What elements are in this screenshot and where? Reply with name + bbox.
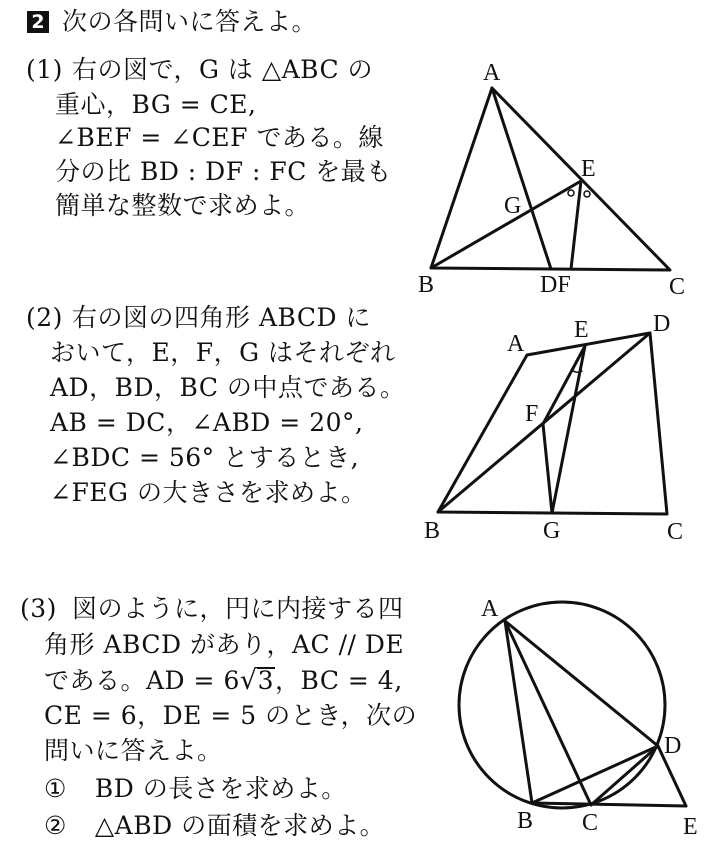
segment-FG <box>543 424 552 513</box>
q1-line-5: 簡単な整数で求めよ。 <box>55 191 311 220</box>
q2-label: (2) <box>26 303 63 332</box>
q3-line-3-tail: ，BC = 4, <box>274 666 403 695</box>
q3-line-2: 角形 ABCD があり，AC // DE <box>44 630 405 659</box>
angle-mark-CEF <box>584 191 590 197</box>
q3-label: (3) <box>20 594 57 623</box>
fig2-label-F: F <box>525 401 539 427</box>
q1-line-2: 重心，BG = CE, <box>55 90 257 119</box>
q3-sub-2-text: △ABD の面積を求めよ。 <box>94 811 386 840</box>
q3-sub-1-text: BD の長さを求めよ。 <box>94 774 347 803</box>
q2-line-2: おいて，E，F，G はそれぞれ <box>50 338 396 367</box>
fig2-label-D: D <box>653 311 671 337</box>
segment-AD <box>505 621 658 746</box>
q2-line-5: ∠BDC = 56° とするとき, <box>50 443 360 472</box>
q3-sub-1-marker: ① <box>44 774 67 803</box>
q1-line-4: 分の比 BD : DF : FC を最も <box>55 157 392 186</box>
fig3-label-A: A <box>481 596 499 622</box>
q1-line-1: 右の図で，G は △ABC の <box>72 55 374 84</box>
segment-EG <box>552 346 585 513</box>
q1-label: (1) <box>26 55 63 84</box>
fig2-label-B: B <box>424 518 441 544</box>
sqrt-symbol: √ <box>239 665 258 696</box>
segment-CD <box>591 746 658 805</box>
fig3-label-E: E <box>683 814 698 840</box>
angle-mark-BEF <box>568 190 574 196</box>
fig2-label-A: A <box>507 331 525 357</box>
circumcircle <box>459 602 665 808</box>
q3-line-4: CE = 6，DE = 5 のとき，次の <box>44 701 418 730</box>
segment-EF <box>571 181 581 269</box>
fig2-label-C: C <box>667 519 684 545</box>
fig1-label-DF: DF <box>540 272 571 298</box>
fig1-label-C: C <box>669 274 686 300</box>
q3-line-3-head: である。AD = 6 <box>44 666 240 695</box>
instruction-text: 次の各問いに答えよ。 <box>62 7 318 36</box>
fig1-label-E: E <box>581 156 596 182</box>
problem-number-badge: 2 <box>27 11 49 33</box>
q1-line-3: ∠BEF = ∠CEF である。線 <box>55 123 384 152</box>
fig3-label-B: B <box>517 808 534 834</box>
segment-BE <box>532 803 686 806</box>
q3-line-5: 問いに答えよ。 <box>44 736 223 765</box>
fig1-label-A: A <box>483 60 501 86</box>
figure-1-triangle <box>431 88 670 270</box>
q2-line-1: 右の図の四角形 ABCD に <box>72 303 371 332</box>
sqrt-radicand: 3 <box>257 666 274 695</box>
figure-2-quadrilateral <box>438 333 667 514</box>
fig3-label-D: D <box>664 733 682 759</box>
fig2-label-E: E <box>574 317 589 343</box>
q2-line-4: AB = DC，∠ABD = 20°, <box>50 408 364 437</box>
fig1-label-G: G <box>504 193 522 219</box>
fig1-label-B: B <box>418 272 435 298</box>
fig2-label-G: G <box>543 518 561 544</box>
q3-sub-2-marker: ② <box>44 811 67 840</box>
median-AD <box>492 88 551 269</box>
q3-line-1: 図のように，円に内接する四 <box>72 594 404 623</box>
q2-line-6: ∠FEG の大きさを求めよ。 <box>50 478 367 507</box>
figure-3-circle <box>459 602 686 808</box>
q2-line-3: AD，BD，BC の中点である。 <box>50 373 406 402</box>
fig3-label-C: C <box>582 810 599 836</box>
